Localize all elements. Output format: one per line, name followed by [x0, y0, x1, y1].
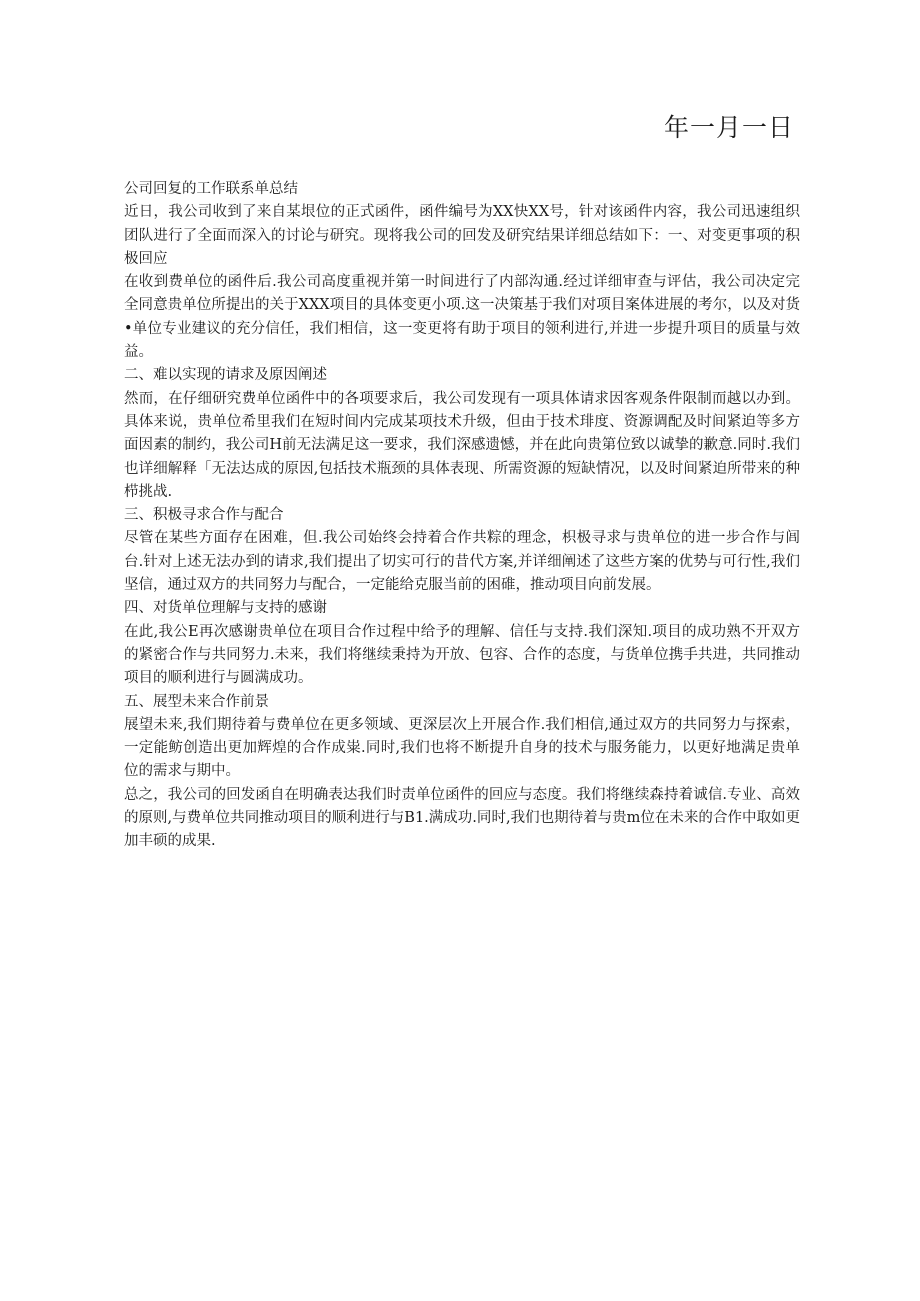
paragraph-intro: 近日，我公司收到了来自某垠位的正式函件，函件编号为XX快XX号，针对该函件内容，我公司迅速组织团队进行了全面而深入的讨论与研究。现将我公司的回发及研究结果详细总结如下：一、对变更事项的积极回应 — [124, 204, 800, 267]
document-title: 公司回复的工作联系单总结 — [124, 181, 298, 197]
paragraph-section-3: 尽管在某些方面存在困难，但.我公司始终会持着合作共粽的理念，枳极寻求与贵单位的进一步合作与闾台.针对上述无法办到的请求,我们提出了切实可行的昔代方案,并详细阐述了这些方案的优势与可行性,我们坚信，通过双方的共同努力与配合，一定能给克服当前的困碓，推动项目向前发展。 — [124, 530, 800, 594]
heading-section-2: 二、难以实现的请求及原因阐述 — [124, 367, 327, 384]
document-body — [124, 178, 800, 854]
paragraph-section-4: 在此,我公E再次感谢贵单位在项目合作过程中给予的理解、信任与支持.我们深知.项目的成功熟不开双方的紧密合作与共同努力.未来，我们将继续秉持为开放、包容、合作的态度，与货单位携手共进，共同推动项目的顺利进行与圆满成功。 — [124, 623, 800, 687]
document-date: 年一月一日 — [663, 113, 794, 142]
paragraph-section-5: 展望未来,我们期待着与费单位在更多领域、更深层次上开展合作.我们相信,通过双方的共同努力与探索，一定能鲂创造出更加辉煌的合作成粜.同时,我们也将不断提升自身的技术与服务能力，以更好地满足贵单位的需求与期中。 — [124, 716, 800, 780]
heading-section-5: 五、展型未来合作前景 — [124, 693, 269, 710]
heading-section-4: 四、对货单位理解与支持的感谢 — [124, 600, 327, 617]
paragraph-conclusion: 总之，我公司的回发函自在明确表达我们时责单位函件的回应与态度。我们将继续森持着诚信.专业、高效的原则,与费单位共同推动项目的顺利进行与B1.满成功.同时,我们也期待着与贵m位在未来的合作中取如更加丰硕的成果. — [124, 786, 800, 850]
paragraph-section-1: 在收到费单位的函件后.我公司高度重视并第一时间进行了内部沟通.经过详细审查与评估，我公司决定完全同意贵单位所提出的关于XXX项目的具体变更小项.这一决策基于我们对项目案体进展的考尔，以及对货•单位专业建议的充分信任，我们相信，这一变更将有助于项目的领利进行,并进一步提升项目的质量与效益。 — [124, 274, 800, 361]
heading-section-3: 三、积极寻求合作与配合 — [124, 507, 284, 524]
paragraph-section-2: 然而，在仔细研究费单位函件中的各项要求后，我公司发现有一项具体请求因客观条件限制而越以办到。具体来说，贵单位希里我们在短时间内完成某项技术升级，但由于技术琲度、资源调配及时间紧迫等多方面因素的制约，我公司H前无法满足这一要求，我们深感遗憾，并在此向贵第位致以诚挚的歉意.同时.我们也详细解释「无法达成的原因,包括技术瓶颈的具体表现、所需资源的短缺情况，以及时间紧迫所带来的种栉挑战. — [124, 390, 800, 500]
